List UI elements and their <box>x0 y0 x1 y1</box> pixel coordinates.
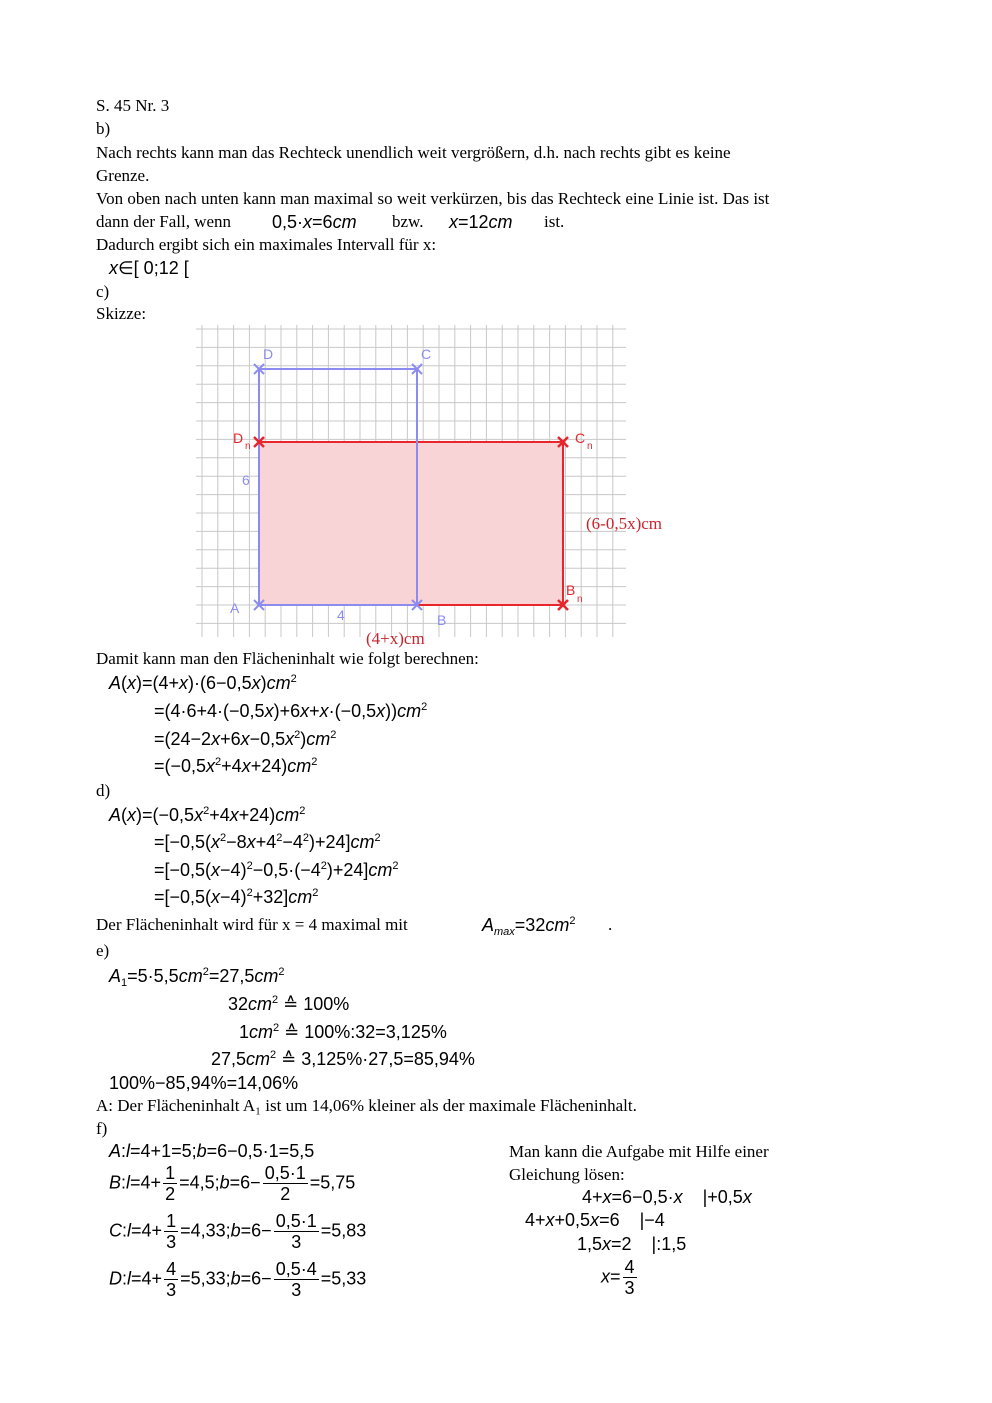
c-equation-line-3: $=(24-2x+6x-0,5x^2)cm^2$ <box>154 729 337 749</box>
height-expression-label: (6-0,5x)cm <box>586 514 663 533</box>
solve-line-1: 4+x=6−0,5·x |+0,5x <box>582 1187 752 1207</box>
red-rectangle <box>259 442 563 605</box>
equation-x-equals-12: x=12cm <box>449 212 513 232</box>
point-b-label: B <box>437 612 447 628</box>
e-equation-line-2: $32cm^2$ ≙ 100% <box>228 994 350 1014</box>
text-ist: ist. <box>544 212 565 231</box>
point-c-label: C <box>421 346 432 362</box>
c-equation-line-2: $=(4\cdot 6+4\cdot(-0,5x)+6x+x\cdot(-0,5x))cm^2$ <box>154 701 428 721</box>
solve-line-4: x= $\frac{4}{3}$ <box>601 1257 635 1298</box>
d-equation-line-2: $=[-0,5(x^2-8x+4^2-4^2)+24]cm^2$ <box>154 832 381 852</box>
width-expression-label: (4+x)cm <box>366 629 425 648</box>
point-bn-subscript: n <box>577 594 583 605</box>
amax-equation: $A_{max}=32cm^2$ <box>482 915 576 938</box>
f-note-line-1: Man kann die Aufgabe mit Hilfe einer <box>509 1142 769 1161</box>
text-bzw: bzw. <box>392 212 424 231</box>
e-equation-line-1: $A_1=5\cdot 5,5cm^2=27,5cm^2$ <box>109 966 285 989</box>
area-intro-text: Damit kann man den Flächeninhalt wie folgt berechnen: <box>96 649 479 668</box>
interval-expression: x∈[ 0;12 [ <box>109 258 189 278</box>
part-b-text-line-2: Grenze. <box>96 166 150 185</box>
part-b-label: b) <box>96 119 111 138</box>
point-dn-subscript: n <box>245 441 251 452</box>
part-f-label: f) <box>96 1119 108 1138</box>
part-c-label: c) <box>96 282 110 301</box>
rectangle-sketch <box>196 325 626 637</box>
part-d-label: d) <box>96 781 111 800</box>
part-b-text-line-4: dann der Fall, wenn <box>96 212 232 231</box>
part-e-label: e) <box>96 941 110 960</box>
e-answer-text: A: Der Flächeninhalt A₁ ist um 14,06% kleiner als der maximale Flächeninhalt. <box>96 1096 637 1115</box>
solve-line-2: 4+x+0,5x=6 |−4 <box>525 1210 665 1230</box>
d-equation-line-3: $=[-0,5(x-4)^2-0,5\cdot(-4^2)+24]cm^2$ <box>154 860 399 880</box>
part-b-text-line-3: Von oben nach unten kann man maximal so weit verkürzen, bis das Rechteck eine Linie ist. Das ist <box>96 189 770 208</box>
side-length-4-label: 4 <box>337 607 345 623</box>
sketch-label: Skizze: <box>96 304 147 323</box>
equation-half-x-equals-6: 0,5·x=6cm <box>272 212 357 232</box>
e-equation-line-4: $27,5cm^2$ ≙ 3,125%·27,5=85,94% <box>211 1049 475 1069</box>
e-equation-line-5: 100%−85,94%=14,06% <box>109 1073 299 1093</box>
point-cn-subscript: n <box>587 441 593 452</box>
point-d-label: D <box>263 346 274 362</box>
f-equation-line-a: A:l=4+1=5;b=6−0,5·1=5,5 <box>109 1141 315 1161</box>
part-b-text-line-1: Nach rechts kann man das Rechteck unendlich weit vergrößern, d.h. nach rechts gibt es keine <box>96 143 731 162</box>
d-equation-line-1: $A(x)=(-0,5x^2+4x+24)cm^2$ <box>109 805 306 825</box>
d-conclusion-text: Der Flächeninhalt wird für x = 4 maximal mit <box>96 915 408 934</box>
point-a-label: A <box>230 600 240 616</box>
c-equation-line-1: $A(x)=(4+x)\cdot(6-0,5x)cm^2$ <box>109 673 297 693</box>
f-note-line-2: Gleichung lösen: <box>509 1165 625 1184</box>
e-equation-line-3: $1cm^2$ ≙ 100%:32=3,125% <box>239 1022 447 1042</box>
point-dn-label: D <box>233 430 244 446</box>
c-equation-line-4: $=(-0,5x^2+4x+24)cm^2$ <box>154 756 318 776</box>
f-equation-line-d: D:l=4+ $\frac{4}{3}$ =5,33;b=6− $\frac{0,5\cdot 4}{3}$ =5,33 <box>109 1259 367 1300</box>
side-length-6-label: 6 <box>242 472 250 488</box>
point-cn-label: C <box>575 430 586 446</box>
exercise-header: S. 45 Nr. 3 <box>96 96 170 115</box>
part-b-text-line-5: Dadurch ergibt sich ein maximales Intervall für x: <box>96 235 437 254</box>
f-equation-line-c: C:l=4+ $\frac{1}{3}$ =4,33;b=6− $\frac{0,5\cdot 1}{3}$ =5,83 <box>109 1211 367 1252</box>
d-conclusion-period: . <box>608 915 613 934</box>
solve-line-3: 1,5x=2 |:1,5 <box>577 1234 687 1254</box>
point-bn-label: B <box>566 582 576 598</box>
f-equation-line-b: B:l=4+ $\frac{1}{2}$ =4,5;b=6− $\frac{0,5\cdot 1}{2}$ =5,75 <box>109 1163 356 1204</box>
d-equation-line-4: $=[-0,5(x-4)^2+32]cm^2$ <box>154 887 319 907</box>
